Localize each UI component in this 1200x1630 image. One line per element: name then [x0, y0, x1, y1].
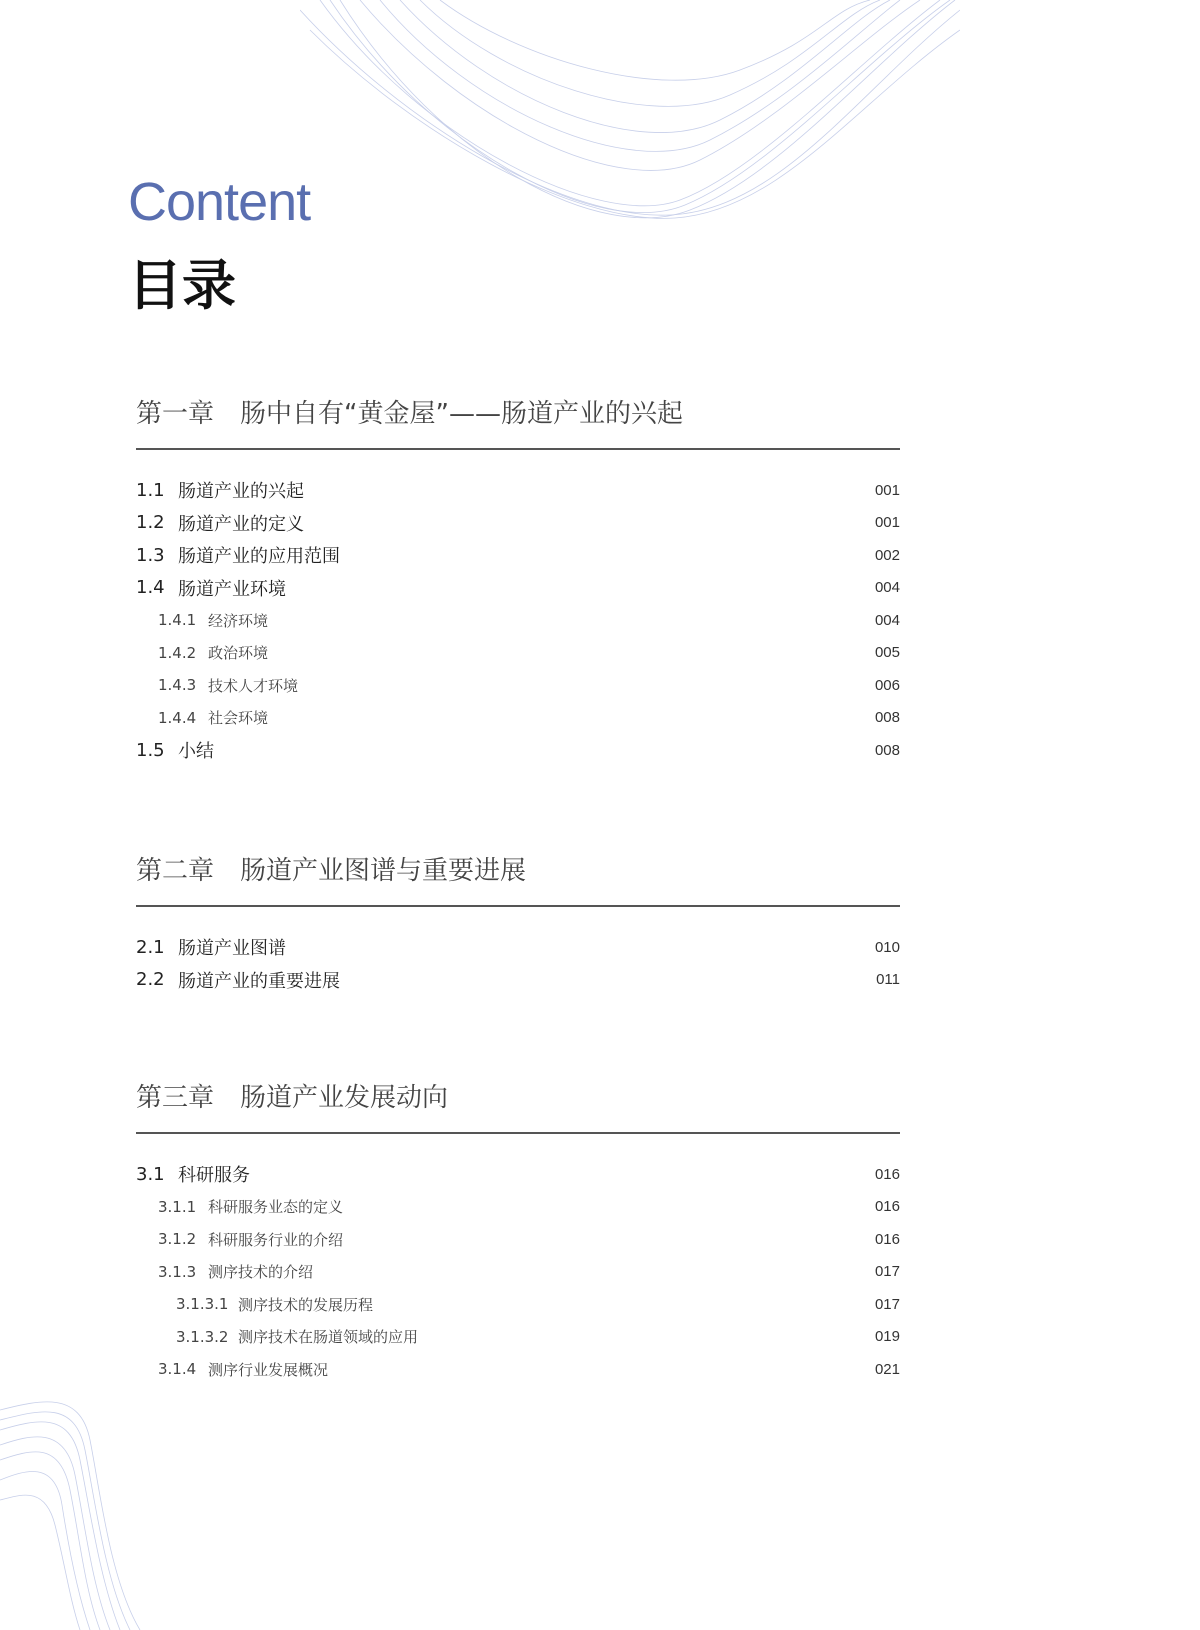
toc-entry[interactable] — [136, 539, 900, 572]
entry-title: 测序技术的发展历程 — [238, 1295, 374, 1314]
toc-entry[interactable] — [136, 669, 900, 702]
entry-number: 2.1 — [136, 936, 165, 958]
entry-page: 004 — [874, 579, 900, 597]
entry-title: 小结 — [178, 741, 214, 763]
entry-number: 2.2 — [136, 969, 165, 991]
decorative-wave-top — [300, 0, 960, 250]
entry-number: 1.4.1 — [158, 611, 197, 630]
entry-page: 006 — [874, 676, 900, 694]
toc-entry[interactable] — [136, 964, 900, 997]
toc-entry[interactable] — [136, 1288, 900, 1321]
chapter-entries — [136, 1158, 900, 1386]
entry-title: 测序技术的介绍 — [208, 1263, 314, 1282]
toc-entry[interactable] — [136, 474, 900, 507]
toc-entry[interactable] — [136, 572, 900, 605]
entry-page: 004 — [874, 611, 900, 629]
entry-page: 016 — [874, 1198, 900, 1216]
toc-entry[interactable] — [136, 637, 900, 670]
chapter-heading: 第一章 肠中自有“黄金屋”——肠道产业的兴起 — [136, 393, 900, 450]
entry-page: 019 — [874, 1328, 900, 1346]
toc-entry[interactable] — [136, 734, 900, 767]
entry-title: 肠道产业环境 — [178, 578, 286, 600]
entry-page: 001 — [874, 481, 900, 499]
entry-page: 010 — [874, 938, 900, 956]
entry-page: 017 — [874, 1263, 900, 1281]
entry-number: 1.4.2 — [158, 643, 197, 662]
toc-entry[interactable] — [136, 1158, 900, 1191]
entry-title: 科研服务业态的定义 — [208, 1198, 344, 1217]
chapter-heading: 第三章 肠道产业发展动向 — [136, 1077, 900, 1134]
page-header — [128, 172, 311, 317]
entry-number: 3.1.2 — [158, 1230, 197, 1249]
entry-number: 3.1.3.1 — [176, 1295, 229, 1314]
decorative-wave-bottom-left — [0, 1400, 160, 1630]
entry-page: 008 — [874, 709, 900, 727]
entry-number: 1.5 — [136, 739, 165, 761]
entry-page: 016 — [874, 1165, 900, 1183]
entry-title: 肠道产业的兴起 — [178, 481, 304, 503]
entry-title: 测序技术在肠道领域的应用 — [238, 1328, 419, 1347]
entry-page: 005 — [874, 644, 900, 662]
entry-title: 肠道产业的应用范围 — [178, 546, 340, 568]
entry-number: 1.4 — [136, 577, 165, 599]
toc-title: 目录 — [128, 254, 236, 317]
entry-number: 3.1.3.2 — [176, 1327, 229, 1346]
entry-number: 1.1 — [136, 479, 165, 501]
chapter-heading: 第二章 肠道产业图谱与重要进展 — [136, 850, 900, 907]
entry-title: 肠道产业图谱 — [178, 938, 286, 960]
entry-number: 1.2 — [136, 512, 165, 534]
entry-number: 3.1.4 — [158, 1360, 197, 1379]
entry-page: 002 — [874, 546, 900, 564]
entry-number: 3.1.3 — [158, 1262, 197, 1281]
entry-page: 008 — [874, 741, 900, 759]
entry-title: 科研服务 — [178, 1165, 250, 1187]
toc-entry[interactable] — [136, 1256, 900, 1289]
content-title: Content — [128, 172, 311, 232]
entry-title: 肠道产业的重要进展 — [178, 970, 340, 992]
entry-number: 1.3 — [136, 544, 165, 566]
toc-entry[interactable] — [136, 702, 900, 735]
entry-page: 001 — [874, 514, 900, 532]
entry-number: 3.1 — [136, 1163, 165, 1185]
entry-number: 1.4.3 — [158, 676, 197, 695]
toc-entry[interactable] — [136, 604, 900, 637]
entry-number: 3.1.1 — [158, 1197, 197, 1216]
entry-page: 017 — [874, 1295, 900, 1313]
chapter-1 — [136, 393, 900, 767]
entry-title: 科研服务行业的介绍 — [208, 1230, 344, 1249]
chapter-3 — [136, 1077, 900, 1386]
entry-page: 016 — [874, 1230, 900, 1248]
entry-title: 测序行业发展概况 — [208, 1360, 329, 1379]
toc-entry[interactable] — [136, 931, 900, 964]
chapter-entries — [136, 931, 900, 996]
toc-entry[interactable] — [136, 1321, 900, 1354]
entry-page: 021 — [874, 1360, 900, 1378]
entry-title: 政治环境 — [208, 644, 269, 663]
entry-page: 011 — [876, 971, 900, 989]
chapter-entries — [136, 474, 900, 767]
toc-entry[interactable] — [136, 1353, 900, 1386]
entry-title: 肠道产业的定义 — [178, 513, 304, 535]
entry-title: 技术人才环境 — [208, 676, 299, 695]
chapter-2 — [136, 850, 900, 996]
toc-entry[interactable] — [136, 1223, 900, 1256]
toc-entry[interactable] — [136, 507, 900, 540]
entry-number: 1.4.4 — [158, 708, 197, 727]
toc-entry[interactable] — [136, 1191, 900, 1224]
entry-title: 社会环境 — [208, 709, 269, 728]
entry-title: 经济环境 — [208, 611, 269, 630]
